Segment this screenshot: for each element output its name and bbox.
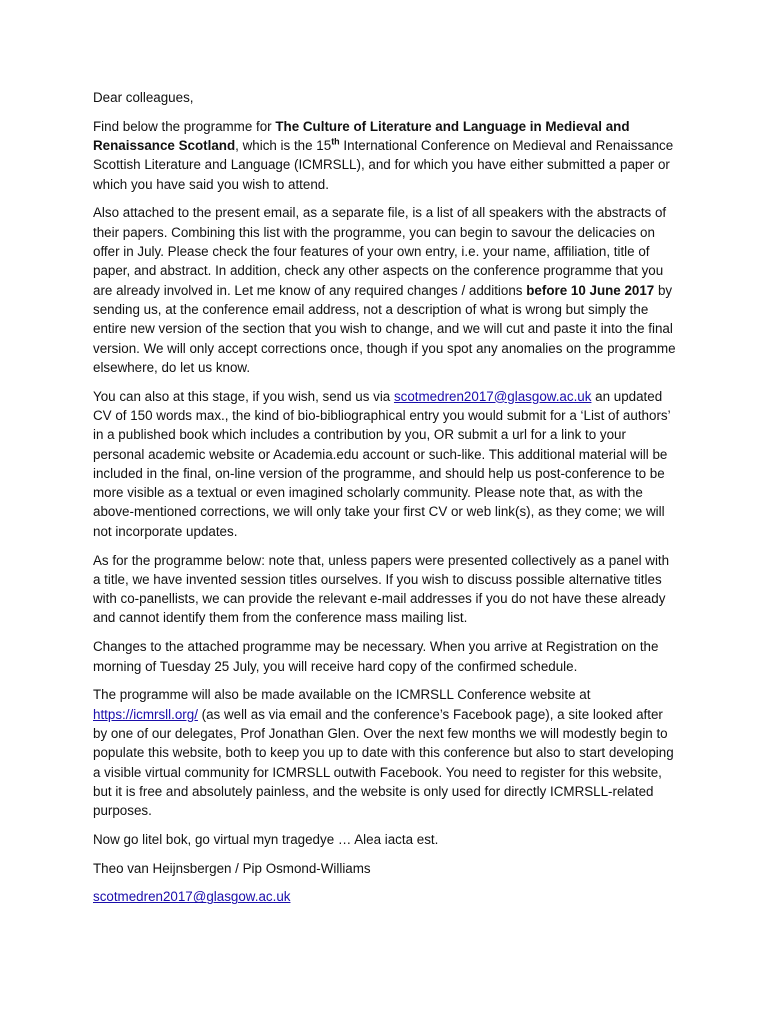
p2-text-b: by sending us, at the conference email address, not a description of what is wrong but simply the entire new version of the section that you wish to change, and we will cut and paste it into the final version. We will only accept corrections once, though if you spot any anomalies on the programme elsewhere, do let us know. (93, 282, 676, 375)
paragraph-changes: Changes to the attached programme may be necessary. When you arrive at Registration on the morning of Tuesday 25 July, you will receive hard copy of the confirmed schedule. (93, 639, 659, 674)
paragraph-programme-intro (93, 117, 678, 194)
salutation: Dear colleagues, (93, 90, 194, 105)
p1-text-a: Find below the programme for (93, 118, 276, 134)
paragraph-attachment (93, 203, 678, 377)
p6-text-b: (as well as via email and the conference’s Facebook page), a site looked after by one of our delegates, Prof Jonathan Glen. Over the next few months we will modestly begin to populate this website, both to keep you up to date with this conference but also to start developing a visible virtual community for ICMRSLL outwith Facebook. You need to register for this website, but it is free and absolutely painless, and the website is only used for directly ICMRSLL-related purposes. (93, 706, 674, 819)
p1-text-b: , which is the 15 (235, 138, 332, 154)
signature: Theo van Heijnsbergen / Pip Osmond-Williams (93, 860, 371, 876)
footer-email-link[interactable]: scotmedren2017@glasgow.ac.uk (93, 889, 291, 905)
footer-email-paragraph (93, 887, 678, 906)
deadline: before 10 June 2017 (526, 282, 655, 298)
paragraph-website (93, 685, 678, 820)
ordinal-suffix: th (331, 136, 340, 147)
paragraph-cv (93, 387, 678, 541)
p3-text-a: You can also at this stage, if you wish, send us via (93, 388, 394, 404)
p3-text-b: an updated CV of 150 words max., the kind of bio-bibliographical entry you would submit for a ‘List of authors’ in a published book which includes a contribution by you, OR submit a url for a link to your personal academic website or Academia.edu account or such-like. This additional material will be included in the final, on-line version of the programme, and should help us post-conference to be more visible as a textual or even imagined scholarly community. Please note that, as with the above-mentioned corrections, we will only take your first CV or web link(s), as they come; we will not incorporate updates. (93, 388, 671, 539)
paragraph-closing: Now go litel bok, go virtual myn tragedye … Alea iacta est. (93, 831, 439, 847)
website-link[interactable]: https://icmrsll.org/ (93, 706, 198, 722)
paragraph-session-titles: As for the programme below: note that, unless papers were presented collectively as a panel with a title, we have invented session titles ourselves. If you wish to discuss possible alternative titles with co-panellists, we can provide the relevant e-mail addresses if you do not have these already and cannot identify them from the conference mass mailing list. (93, 552, 670, 626)
email-link[interactable]: scotmedren2017@glasgow.ac.uk (393, 388, 592, 404)
p1-text-c: International Conference on Medieval and Renaissance Scottish Literature and Language (ICMRSLL), and for which you have either submitted a paper or which you have said you wish to attend. (93, 138, 674, 192)
p2-text-a: Also attached to the present email, as a separate file, is a list of all speakers with the abstracts of their papers. Combining this list with the programme, you can begin to savour the delicacies on offer in July. Please check the four features of your own entry, i.e. your name, affiliation, title of paper, and abstract. In addition, check any other aspects on the conference programme that you are already involved in. Let me know of any required changes / additions (93, 205, 667, 298)
p6-text-a: The programme will also be made available on the ICMRSLL Conference website at (93, 687, 591, 703)
conference-title: The Culture of Literature and Language in Medieval and Renaissance Scotland (93, 118, 630, 154)
